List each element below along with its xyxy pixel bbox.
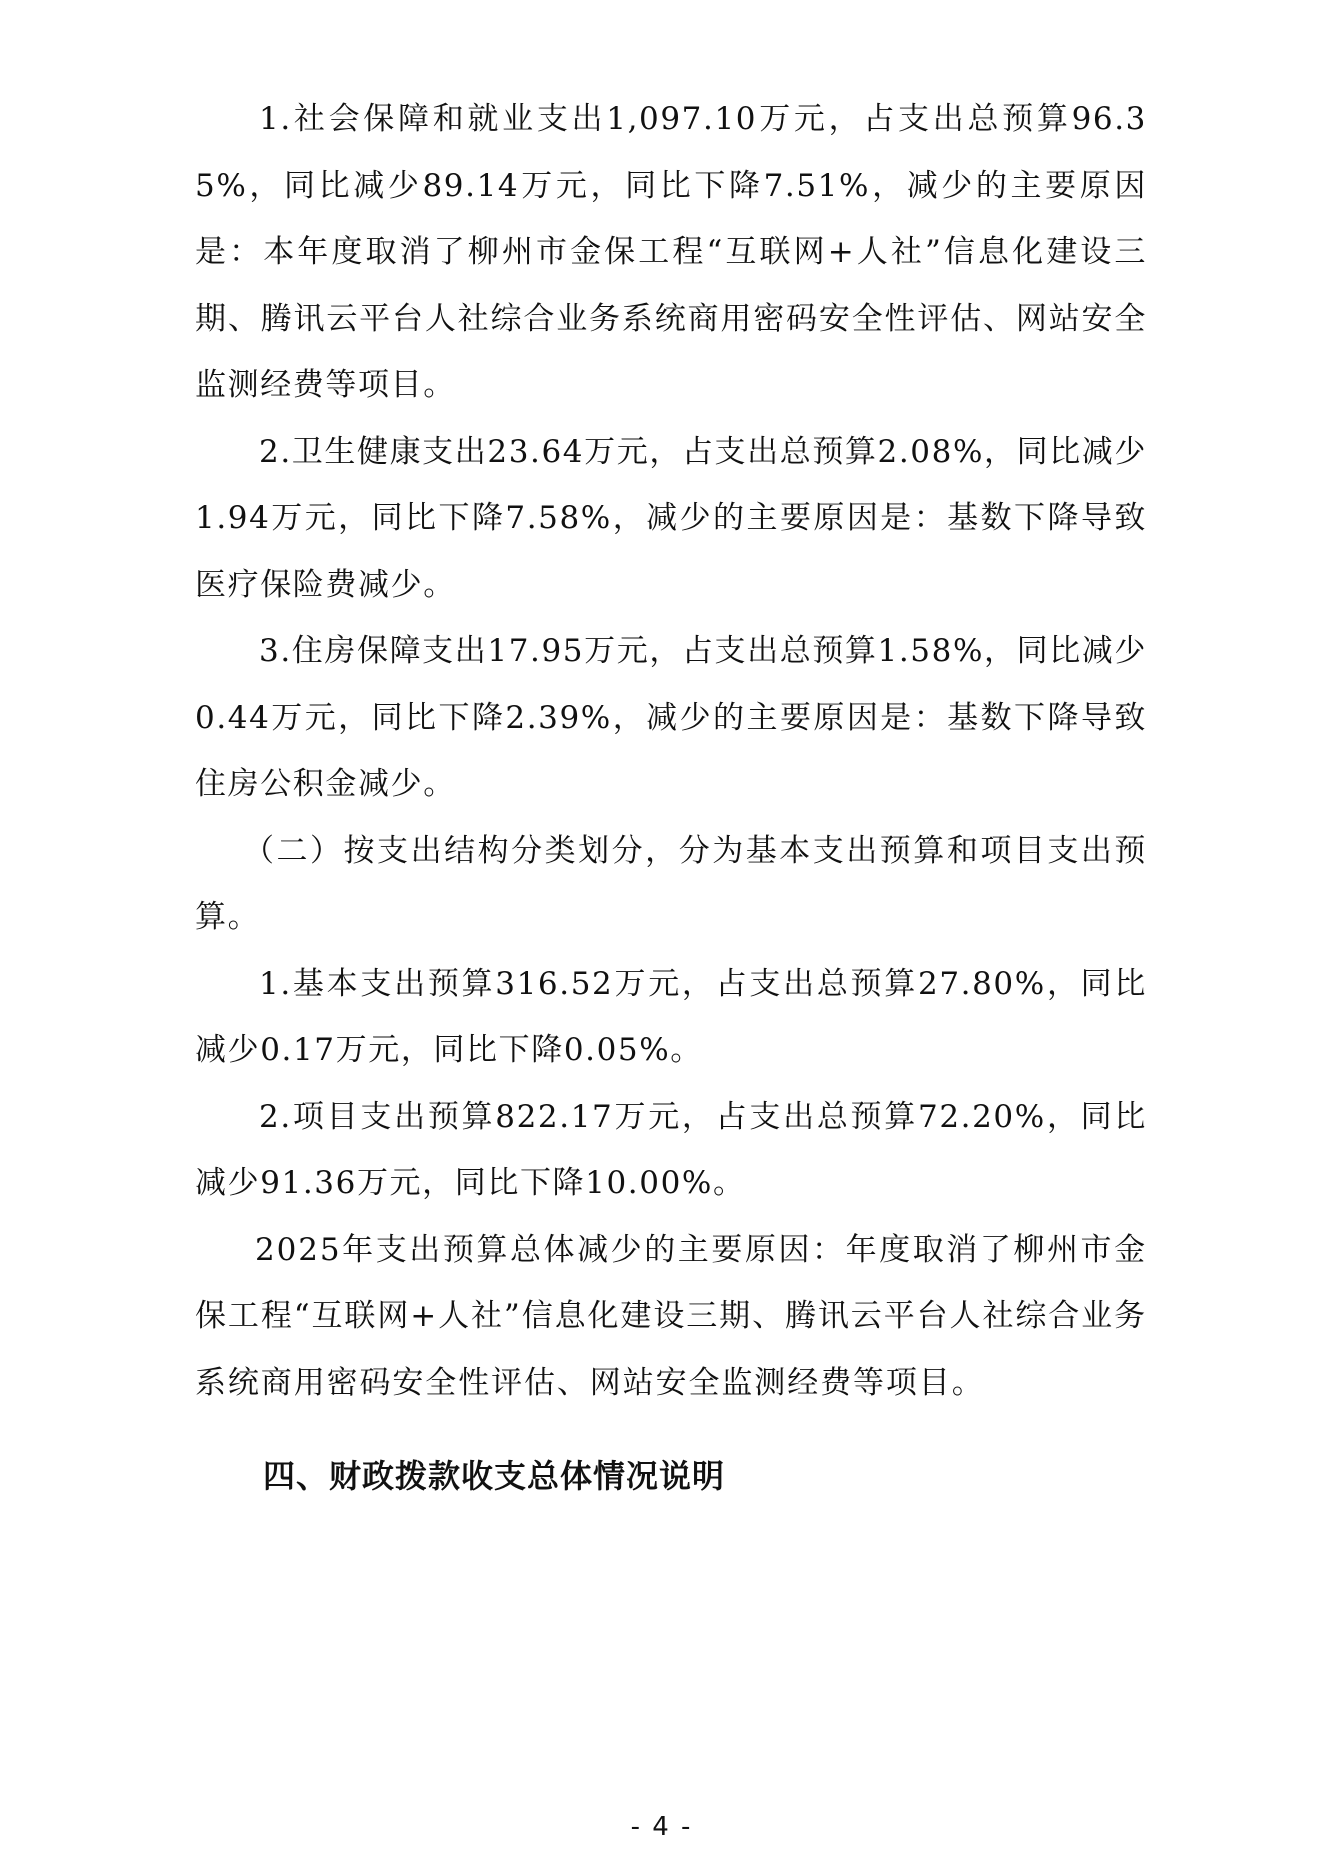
paragraph-budget-decrease-reason: 2025年支出预算总体减少的主要原因：年度取消了柳州市金保工程“互联网+人社”信息化建设三期、腾讯云平台人社综合业务系统商用密码安全性评估、网站安全监测经费等项目。 (195, 1231, 1147, 1401)
paragraph-project-expenditure: 2.项目支出预算822.17万元，占支出总预算72.20%，同比减少91.36万元，同比下降10.00%。 (195, 1098, 1147, 1201)
paragraph-structure-classification: （二）按支出结构分类划分，分为基本支出预算和项目支出预算。 (195, 832, 1147, 935)
paragraph-basic-expenditure: 1.基本支出预算316.52万元，占支出总预算27.80%，同比减少0.17万元，同比下降0.05%。 (195, 965, 1147, 1068)
document-body (195, 86, 1147, 1504)
section-heading: 四、财政拨款收支总体情况说明 (263, 1457, 726, 1495)
page-number: - 4 - (630, 1812, 693, 1842)
paragraph-health-expenditure: 2.卫生健康支出23.64万元，占支出总预算2.08%，同比减少1.94万元，同比下降7.58%，减少的主要原因是：基数下降导致医疗保险费减少。 (195, 433, 1148, 603)
paragraph-housing-expenditure: 3.住房保障支出17.95万元，占支出总预算1.58%，同比减少0.44万元，同比下降2.39%，减少的主要原因是：基数下降导致住房公积金减少。 (195, 633, 1148, 802)
paragraph-social-security-expenditure: 1.社会保障和就业支出1,097.10万元，占支出总预算96.35%，同比减少89.14万元，同比下降7.51%，减少的主要原因是：本年度取消了柳州市金保工程“互联网+人社”信息化建设三期、腾讯云平台人社综合业务系统商用密码安全性评估、网站安全监测经费等项目。 (195, 101, 1147, 403)
